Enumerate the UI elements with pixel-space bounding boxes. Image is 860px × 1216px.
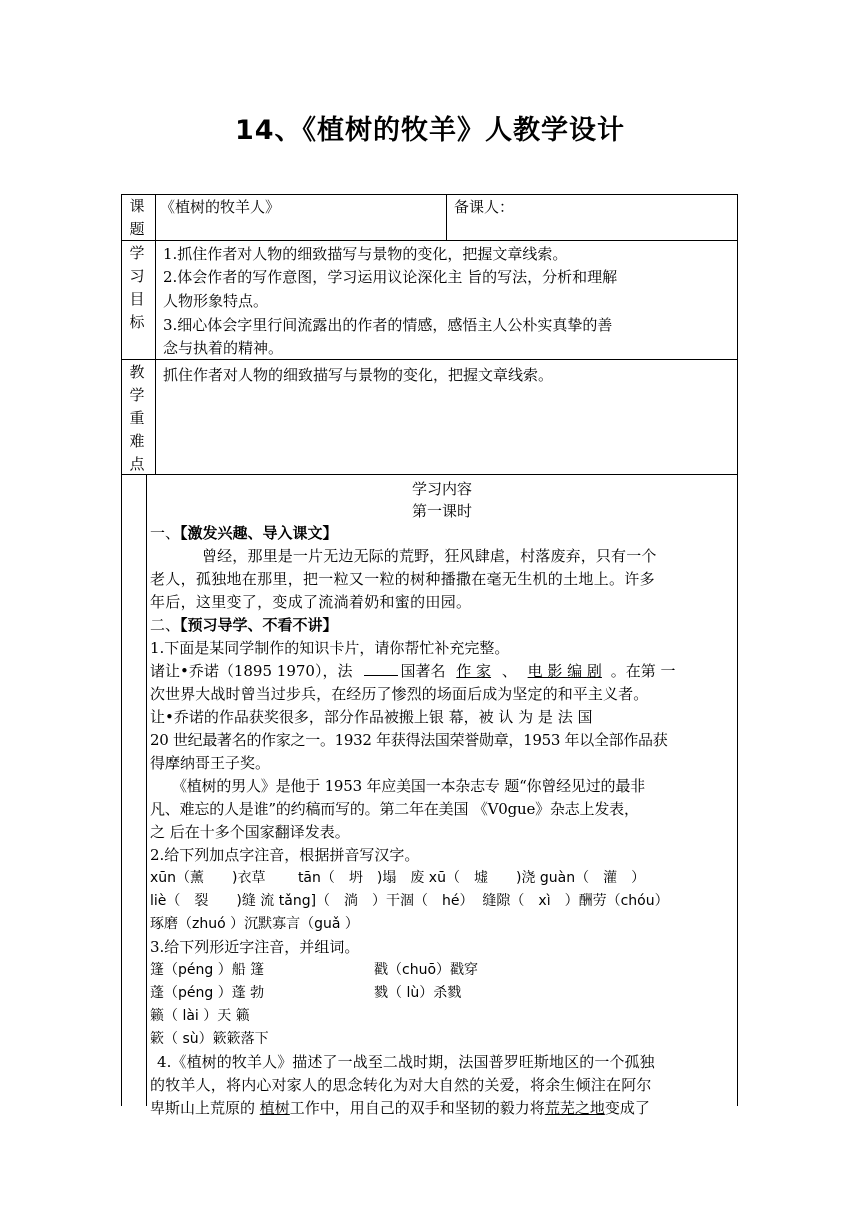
- keti-label: 课题: [129, 197, 145, 238]
- similar-char-line: 戳（chuō）戳穿: [374, 962, 479, 978]
- paragraph-4-line: 的牧羊人，将内心对家人的思念转化为对大自然的关爱，将余生倾注在阿尔: [150, 1076, 652, 1094]
- knowledge-card-line: 凡、难忘的人是谁”的约稿而写的。第二年在美国 《V0gue》杂志上发表，: [150, 800, 639, 818]
- key-points-label: 教学重难点: [129, 363, 145, 473]
- card-author-intro: 诸让•乔诺（1895 1970），法: [150, 662, 353, 680]
- knowledge-card-line: 得摩纳哥王子奖。: [150, 754, 271, 772]
- p4-text: 工作中，用自己的双手和坚韧的毅力将: [289, 1099, 545, 1117]
- label-column-divider: [155, 194, 156, 475]
- pinyin-line: liè（ 裂 )缝 流 tǎng]（ 淌 ）干涸（ hé） 缝隙（ xì ）酬劳（chóu）: [150, 893, 669, 909]
- similar-char-line: 篷（péng ）船 篷: [150, 962, 265, 978]
- document-title: 14、《植树的牧羊》人教学设计: [234, 115, 626, 146]
- lesson-label: 第一课时: [411, 502, 472, 520]
- knowledge-card-line: 《植树的男人》是他于 1953 年应美国一本杂志专 题“你曾经见过的最非: [172, 777, 645, 795]
- similar-char-line: 戮（ lù）杀戮: [374, 985, 462, 1001]
- section-1-title: 【激发兴趣、导入课文】: [180, 524, 338, 542]
- question-3: 3.给下列形近字注音，并组词。: [150, 938, 360, 956]
- p4-underlined-wasteland: 荒芜之地: [544, 1099, 605, 1117]
- card-continue: 。在第 一: [610, 662, 676, 680]
- table-row-divider: [121, 240, 738, 241]
- knowledge-card-line: [150, 660, 734, 683]
- objective-line: 1.抓住作者对人物的细致描写与景物的变化，把握文章线索。: [163, 245, 568, 263]
- table-border-right: [737, 194, 738, 1106]
- card-famous: 国著名: [400, 662, 446, 680]
- similar-char-line: 籁（ lài ）天 籁: [150, 1008, 250, 1024]
- content-heading: 学习内容: [411, 480, 472, 498]
- card-separator: 、: [501, 662, 517, 680]
- p4-text: 变成了: [604, 1099, 650, 1117]
- objective-line: 3.细心体会字里行间流露出的作者的情感，感悟主人公朴实真挚的善: [163, 316, 613, 334]
- similar-char-line: 蓬（péng ）蓬 勃: [150, 985, 265, 1001]
- keti-value: 《植树的牧羊人》: [160, 198, 281, 216]
- question-1: 1.下面是某同学制作的知识卡片，请你帮忙补充完整。: [150, 639, 510, 657]
- objectives-label: 学习目标: [129, 244, 145, 331]
- table-border-left: [121, 194, 122, 1106]
- answer-screenwriter: 电 影 编 剧: [527, 662, 602, 680]
- pinyin-line: xūn（薰 )衣草 tān（ 坍 )塌 废 xū（ 墟 )浇 guàn（ 灌 ）: [150, 870, 646, 886]
- blank-underline: [364, 661, 398, 676]
- section-1-prefix: 一、: [150, 524, 181, 542]
- content-inner-border: [146, 474, 147, 1106]
- section-2-heading: [150, 614, 734, 637]
- section-2-prefix: 二、: [150, 616, 181, 634]
- knowledge-card-line: 让•乔诺的作品获奖很多，部分作品被搬上银 幕，被 认 为 是 法 国: [150, 708, 593, 726]
- key-points-text: 抓住作者对人物的细致描写与景物的变化，把握文章线索。: [163, 366, 554, 384]
- paragraph-4-line: 4.《植树的牧羊人》描述了一战至二战时期，法国普罗旺斯地区的一个孤独: [157, 1053, 655, 1071]
- objective-line: 2.体会作者的写作意图，学习运用议论深化主 旨的写法，分析和理解: [163, 268, 618, 286]
- objective-line: 念与执着的精神。: [163, 339, 284, 357]
- section-2-title: 【预习导学、不看不讲】: [180, 616, 338, 634]
- table-row-divider: [121, 474, 738, 475]
- objective-line: 人物形象特点。: [163, 292, 269, 310]
- intro-paragraph-line: 曾经，那里是一片无边无际的荒野，狂风肆虐，村落废弃，只有一个: [202, 547, 657, 565]
- pinyin-line: 琢磨（zhuó ）沉默寡言（guǎ ）: [150, 916, 359, 932]
- intro-paragraph-line: 老人，孤独地在那里，把一粒又一粒的树种播撒在毫无生机的土地上。许多: [150, 570, 655, 588]
- answer-writer: 作 家: [456, 662, 492, 680]
- beikeren-label: 备课人：: [454, 198, 515, 216]
- header-column-divider: [446, 194, 447, 241]
- knowledge-card-line: 之 后在十多个国家翻译发表。: [150, 823, 350, 841]
- p4-underlined-planting: 植树: [259, 1099, 290, 1117]
- similar-char-line: 簌（ sù）簌簌落下: [150, 1031, 269, 1047]
- intro-paragraph-line: 年后，这里变了，变成了流淌着奶和蜜的田园。: [150, 593, 472, 611]
- knowledge-card-line: 20 世纪最著名的作家之一。1932 年获得法国荣誉勋章，1953 年以全部作品获: [150, 731, 668, 749]
- question-2: 2.给下列加点字注音，根据拼音写汉字。: [150, 846, 420, 864]
- knowledge-card-line: 次世界大战时曾当过步兵，在经历了惨烈的场面后成为坚定的和平主义者。: [150, 685, 649, 703]
- paragraph-4-line: [150, 1097, 734, 1120]
- section-1-heading: [150, 522, 734, 545]
- p4-text: 卑斯山上荒原的: [150, 1099, 260, 1117]
- table-border-top: [121, 194, 738, 195]
